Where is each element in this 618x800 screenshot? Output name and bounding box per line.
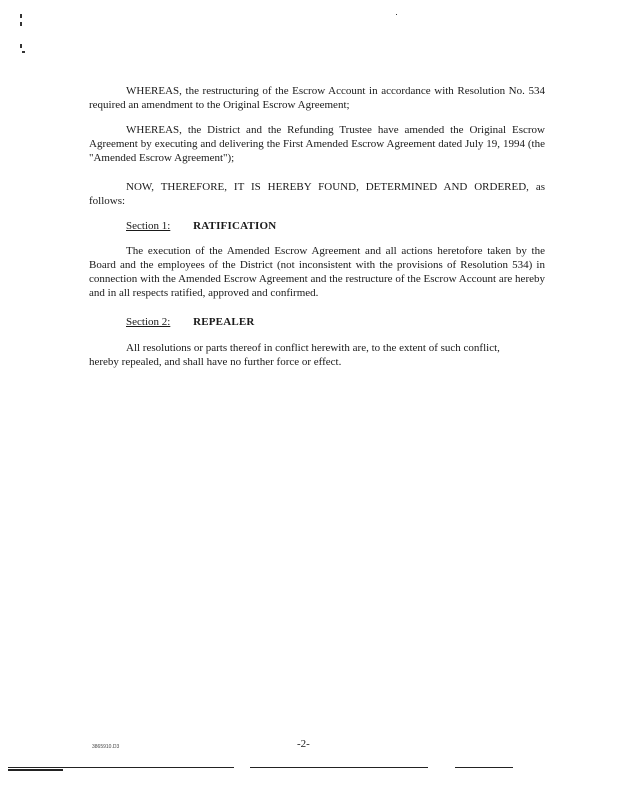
bottom-rule xyxy=(8,769,63,771)
now-therefore-paragraph: NOW, THEREFORE, IT IS HEREBY FOUND, DETERMINED AND ORDERED, as follows: xyxy=(89,181,545,207)
page-number: -2- xyxy=(297,738,310,750)
scan-mark xyxy=(20,44,22,48)
bottom-rule xyxy=(250,767,428,768)
scan-mark xyxy=(396,14,397,15)
scan-mark xyxy=(22,51,25,53)
section-1-title: RATIFICATION xyxy=(193,220,277,232)
whereas-paragraph-1: WHEREAS, the restructuring of the Escrow Account in accordance with Resolution No. 534 required an amendment to the Original Escrow Agreement; xyxy=(89,85,545,111)
whereas-paragraph-2: WHEREAS, the District and the Refunding Trustee have amended the Original Escrow Agreement by executing and delivering the First Amended Escrow Agreement dated July 19, 1994 (the "Amended Escrow Agreement"); xyxy=(89,124,545,164)
scan-mark xyxy=(20,22,22,26)
section-1-number: Section 1: xyxy=(126,220,171,232)
section-1-body: The execution of the Amended Escrow Agreement and all actions heretofore taken by the Board and the employees of the District (not inconsistent with the provisions of Resolution 534) in connection with the Amended Escrow Agreement and the restructure of the Escrow Account are hereby and in all respects ratified, approved and confirmed. xyxy=(89,245,545,299)
section-2-body: All resolutions or parts thereof in conflict herewith are, to the extent of such conflict, hereby repealed, and shall have no further force or effect. xyxy=(89,342,500,368)
bottom-rule xyxy=(8,767,234,768)
document-code: 3865910.D3 xyxy=(92,744,120,750)
section-2-heading xyxy=(126,315,255,329)
section-1-heading xyxy=(126,219,276,233)
section-2-number: Section 2: xyxy=(126,316,171,328)
scan-mark xyxy=(20,14,22,18)
section-2-title: REPEALER xyxy=(193,316,255,328)
bottom-rule xyxy=(455,767,513,768)
